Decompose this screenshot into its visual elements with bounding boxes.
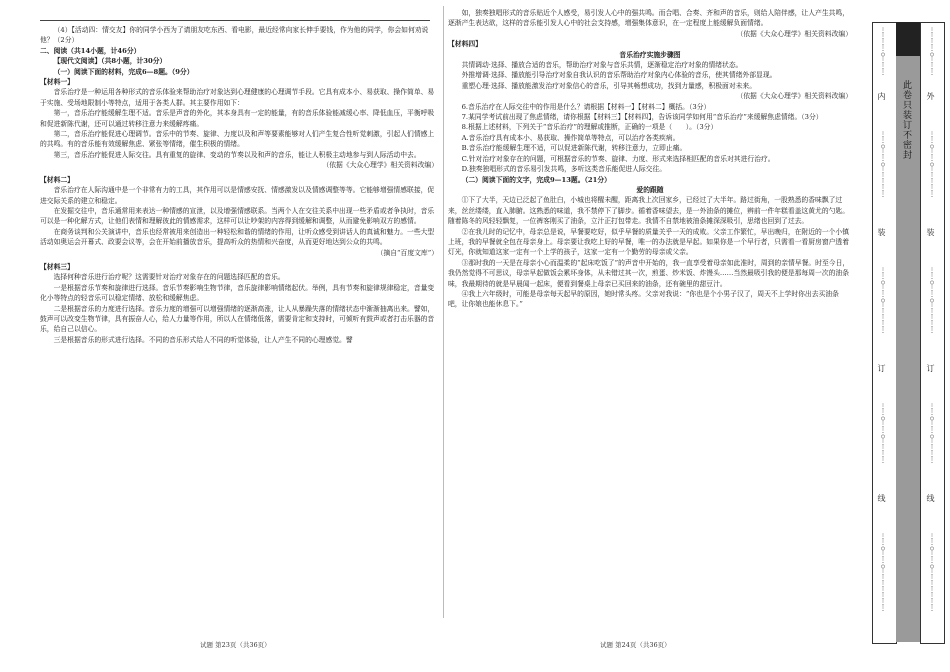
- material-3-paragraph: 选择何种音乐进行治疗呢？这需要针对治疗对象存在的问题选择匹配的音乐。: [53, 273, 285, 282]
- material-3-paragraph: 三是根据音乐的形式进行选择。不同的音乐形式给人不同的听觉体验，让人产生不同的心理感觉。譬: [53, 335, 353, 344]
- binding-dots: ⋮ ⋮ ○ ⋮ ⋮ ○ ⋮ ⋮ ⋮ ⋮ ⋮: [880, 267, 886, 334]
- binding-dots: ⋮ ⋮ ○ ⋮ ⋮ ○ ⋮ ⋮ ⋮ ⋮: [880, 403, 886, 464]
- material-2-paragraph: 音乐治疗在人际沟通中是一个非常有力的工具，其作用可以是情感安抚、情感激发以及情感调整等等。它能够增强情感联接，促进交际关系的建立和稳定。: [40, 186, 435, 205]
- material-3-continued: 如，独奏独唱形式的音乐贴近个人感受，易引发人心中的强共鸣。而合唱、合奏、齐和声的音乐，则给人陪伴感，让人产生共鸣，逐渐产生表达欲，这样的音乐能引发人心中的社会支持感，增强集体意识，在一定程度上能缓解负面情绪。: [448, 9, 850, 28]
- question-6: 6.音乐治疗在人际交往中的作用是什么？请根据【材料一】【材料二】概括。（3分）: [461, 102, 711, 111]
- step-line: 外推增调·选择、播放能引导治疗对象自我认识的音乐帮助治疗对象内心体验的音乐，使其情绪外部显现。: [461, 71, 777, 80]
- material-3-title: 【材料三】: [40, 262, 74, 271]
- option-b: B.音乐治疗能缓解生理不适，可以促进新陈代谢，转移注意力，立即止痛。: [461, 144, 687, 153]
- essay-paragraph: ③那时我的一天是在母亲小心而温柔的“起床吃饭了”的声音中开始的，我一直享受着母亲如此准时，周到的亲情早餐。时至今日，我仍然觉得不可思议，母亲早起做饭会累坏身体，从未错过其一次，煎蛋、炒米饭、炸馒头……当然最吸引我的便是那每周一次的油条味，我最期待的就是早晨闻一起床，便看到餐桌上母亲已买回来的油条，还有碗里的甜豆汁。: [448, 258, 850, 288]
- left-page-column: [40, 8, 438, 345]
- binding-dots: ⋮ ⋮ ⋮ ⋮ ○ ⋮ ⋮ ⋮: [929, 27, 935, 76]
- step-line: 共情调动·选择、播放合适的音乐，帮助治疗对象与音乐共情，逐渐稳定治疗对象的情绪状态。: [461, 61, 743, 70]
- material-4-title: 【材料四】: [448, 40, 482, 49]
- material-2-paragraph: 在发掘交往中，音乐通常用来表达一种情感的宣泄，以及增强情感联系。当两个人在交往关系中出现一些矛盾或者争执时，音乐可以是一种化解方式，让他们表情和理解彼此的情感需求，这样可以让吵架的内容得到缓解和调整，从而避免影响双方的感情。: [40, 206, 435, 226]
- material-2-paragraph: 在商务谈判和公关演讲中，音乐也经常被用来创造出一种轻松和谐的情绪的作用，让听众感受到讲话人的真诚和魅力。一些大型活动如奥运会开幕式、政要会议等，会在开始前播放音乐，提高听众的热情和兴奋度，从而更好地达到公众的共鸣。: [40, 227, 435, 247]
- answer-line: [40, 8, 430, 21]
- binding-label: 外: [926, 92, 935, 101]
- binding-notice: 此卷只装订不密封: [901, 80, 911, 160]
- option-a: A.音乐治疗具有成本小、易获取、操作简单等特点，可以治疗各类疾病。: [461, 133, 680, 142]
- material-1-paragraph: 第二，音乐治疗能促进心理调节。音乐中的节奏、旋律、力度以及和声等要素能够对人们产生复合性听觉刺激，引起人们情感上的共鸣。有的音乐能有效缓解焦虑、紧张等情绪，催生积极的情绪。: [40, 130, 435, 149]
- material-2-source: （摘自“百度文库”）: [376, 248, 438, 257]
- binding-label: 线: [926, 494, 935, 503]
- question-7: 7.某同学考试前出现了焦虑情绪，请你根据【材料三】【材料四】，告诉该同学如何用“音乐治疗”来缓解焦虑情绪。（3分）: [461, 113, 823, 122]
- material-1-paragraph: 第三，音乐治疗能促进人际交往。具有重复的旋律、变动的节奏以及和声的音乐，能让人积极主动地参与到人际活动中去。: [53, 150, 421, 159]
- essay-title: 爱的跟随: [636, 185, 664, 194]
- binding-notice-cap: [896, 22, 920, 56]
- material-4-source: （依据《大众心理学》相关资料改编）: [736, 92, 852, 101]
- material-2-title: 【材料二】: [40, 175, 74, 184]
- section-heading: 二、阅读（共14小题，计46分）: [40, 46, 141, 55]
- binding-dots: ⋮ ⋮ ○ ⋮ ⋮ ○ ⋮ ⋮ ⋮ ⋮ ⋮: [880, 131, 886, 198]
- material-1-source: （依据《大众心理学》相关资料改编）: [322, 161, 438, 170]
- essay-paragraph: ②在我儿时的记忆中，母亲总是说，早餐要吃好，似乎早餐的质量关乎一天的成败。父亲工作繁忙，早出晚归，在附近的一个小镇上班，我的早餐就全包在母亲身上。母亲要让我吃上好的早餐，唯一的办法就是早起。如果你是一个早行者，只需看一看厨房窗户透着灯光，你就知道这家一定有一个上学的孩子，这家一定有一个勤劳的母亲或父亲。: [448, 227, 850, 257]
- essay-paragraph: ①下了大半，天边已泛起了鱼肚白，小城也将醒未醒，距离我上次回家乡，已经过了大半年。路过街角，一股熟悉的香味飘了过来，丝丝缕缕，直入肺腑。这熟悉的味道，我不禁停下了脚步。循着香味望去，是一外油条的摊位，辨前一件年糕看盖这黄尤的勺匙。随着陈冬的风轻轻飘复，一位裤客刚买了油条，立汁正打包带走。我情不自禁地被油条摊深深吸引，思绪也回到了过去。: [448, 196, 850, 226]
- binding-label: 订: [926, 364, 935, 373]
- binding-label: 订: [877, 364, 886, 373]
- material-1-paragraph: 第一，音乐治疗能缓解生理不适。音乐是声音的外化，其本身具有一定的能量，有的音乐体验能减缓心率、降低血压，平衡呼吸和促进新陈代谢，还可以通过转移注意力来缓解疼痛。: [40, 109, 435, 128]
- material-1-paragraph: 音乐治疗是一种运用各种形式的音乐体验来帮助治疗对象达到心理健康的心理调节手段。它具有成本小、易获取、操作简单、易于实施、受场地限制小等特点，适用于各类人群。其主要作用如下：: [40, 88, 435, 107]
- binding-dots: ⋮ ⋮ ○ ⋮ ⋮ ○ ⋮ ⋮ ⋮ ⋮ ⋮: [929, 131, 935, 198]
- step-line: 重塑心理·选择、播放能激发治疗对象信心的音乐，引导其畅想成功，找到力量感，积极面对未来。: [461, 81, 757, 90]
- binding-dots: ⋮ ⋮ ⋮ ⋮ ○ ⋮ ⋮ ⋮: [880, 27, 886, 76]
- binding-label: 内: [877, 92, 886, 101]
- essay-paragraph: ④我上六年级时，可能是母亲每天起早的原因，她时常头疼。父亲对我说：“你也是个小男子汉了，周天不上学时你出去买油条吧，让你娘也能休息下。”: [448, 289, 839, 309]
- column-divider: [443, 6, 444, 618]
- binding-dots: ⋮ ⋮ ○ ⋮ ⋮ ○ ⋮ ⋮ ⋮ ⋮ ⋮ ⋮ ⋮: [880, 533, 886, 612]
- binding-label: 线: [877, 494, 886, 503]
- page-footer-left: 试题 第23页（共36页）: [200, 641, 271, 649]
- material-3-paragraph: 一是根据音乐节奏和旋律进行选择。音乐节奏影响生物节律，音乐旋律影响情绪起伏。举例，具有节奏和旋律规律稳定，音量变化小等特点的轻音乐可以稳定情绪、放松和缓解焦虑。: [40, 283, 435, 303]
- binding-dots: ⋮ ⋮ ○ ⋮ ⋮ ○ ⋮ ⋮ ⋮ ⋮ ⋮: [929, 267, 935, 334]
- binding-dots: ⋮ ⋮ ○ ⋮ ⋮ ○ ⋮ ⋮ ⋮ ⋮: [929, 403, 935, 464]
- right-page-column: [448, 8, 852, 310]
- binding-dots: ⋮ ⋮ ○ ⋮ ⋮ ○ ⋮ ⋮ ⋮ ⋮ ⋮ ⋮ ⋮: [929, 533, 935, 612]
- material-3-paragraph: 二是根据音乐的力度进行选择。音乐力度的增强可以增强情绪的逐渐高涨，让人从暴躁失落的情绪状态中渐渐抽离出来。譬如，鼓声可以改变生物节律，具有振奋人心，给人力量等作用，所以人在情绪低落，需要肯定和支持时，可倾听有鼓声或者打击乐器的音乐，给自己以信心。: [40, 304, 435, 334]
- steps-heading: 音乐治疗实施步骤图: [619, 50, 681, 59]
- question-8: 8.根据上述材料，下列关于“音乐治疗”的理解或推断，正确的一项是（ ）。（3分）: [461, 123, 718, 132]
- binding-label: 装: [926, 228, 935, 237]
- material-3-source: （依据《大众心理学》相关资料改编）: [736, 29, 852, 38]
- modern-reading-heading: 【现代文阅读】（共8小题，计30分）: [53, 57, 167, 66]
- subsection-2-heading: （二）阅读下面的文字，完成9—13题。（21分）: [461, 175, 611, 184]
- page-footer-right: 试题 第24页（共36页）: [600, 641, 671, 649]
- option-d: D.独奏独唱形式的音乐易引发共鸣，多听这类音乐能促进人际交往。: [461, 165, 667, 174]
- binding-label: 装: [877, 228, 886, 237]
- material-1-title: 【材料一】: [40, 78, 74, 87]
- option-c: C.针对治疗对象存在的问题，可根据音乐的节奏、旋律、力度、形式来选择相匹配的音乐对其进行治疗。: [461, 154, 775, 163]
- question-4: （4）【活动四：情交友】你的同学小西为了请朋友吃东西、看电影，最近经常向家长伸手要钱，作为他的同学，你会如何劝说他？（2分）: [40, 26, 429, 45]
- subsection-heading: （一）阅读下面的材料，完成6—8题。（9分）: [53, 67, 194, 76]
